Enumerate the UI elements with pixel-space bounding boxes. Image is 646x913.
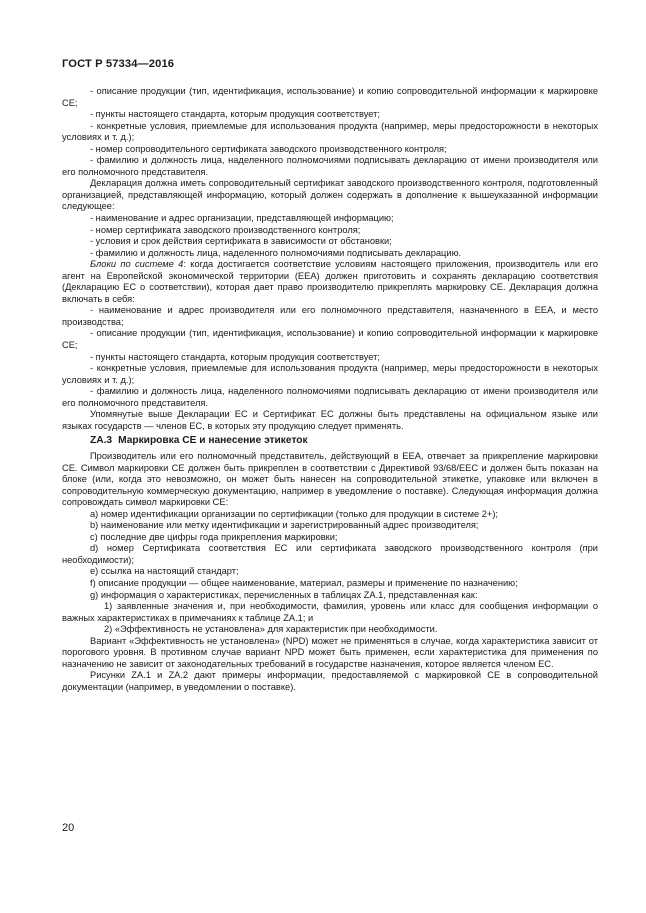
paragraph: - условия и срок действия сертификата в зависимости от обстановки;: [90, 236, 392, 247]
list-item: f) описание продукции — общее наименование, материал, размеры и применение по назначению;: [90, 577, 518, 588]
system4-text: : когда достигается соответствие условиям настоящего приложения, производитель или его агент на Европейской экономической территории (ЕЕА) должен приготовить и сохранять декларацию соответствия (Декларацию ЕС о соответствии), которая дает право производителю прикреплять маркировку CE. Декларация должна включать в себя:: [62, 259, 598, 304]
sub-list-item: 1) заявленные значения и, при необходимости, фамилия, уровень или класс для сообщения информации о важных характеристиках в примечаниях к таблице ZA.1; и: [62, 601, 598, 623]
list-item: g) информация о характеристиках, перечисленных в таблицах ZA.1, представленная как:: [90, 589, 478, 600]
paragraph: Вариант «Эффективность не установлена» (NPD) может не применяться в случае, когда характеристика зависит от порогового уровня. В противном случае вариант NPD может быть применен, если характеристика для применения по назначению не зависит от законодательных требований в государстве назначения, которое является членом ЕС.: [62, 635, 598, 669]
paragraph: - номер сопроводительного сертификата заводского производственного контроля;: [90, 143, 447, 154]
paragraph: - фамилию и должность лица, наделенного полномочиями подписывать декларацию.: [90, 247, 462, 258]
system4-lead: Блоки по системе 4: [90, 259, 184, 270]
section-title: Маркировка CE и нанесение этикеток: [118, 435, 308, 447]
list-item: a) номер идентификации организации по сертификации (только для продукции в системе 2+);: [90, 508, 499, 519]
paragraph: Упомянутые выше Декларации ЕС и Сертификат ЕС должны быть представлены на официальном языке или языках государств — членов ЕС, в которых эту продукцию следует применять.: [62, 409, 598, 431]
sub-list-item: 2) «Эффективность не установлена» для характеристик при необходимости.: [104, 624, 438, 635]
paragraph: Рисунки ZA.1 и ZA.2 дают примеры информации, предоставляемой с маркировкой CE в сопроводительной документации (например, в уведомлении о поставке).: [62, 670, 598, 692]
section-number: ZA.3: [90, 435, 113, 447]
system4-paragraph: [62, 259, 598, 305]
paragraph: - пункты настоящего стандарта, которым продукция соответствует;: [90, 351, 380, 362]
list-item: c) последние две цифры года прикрепления маркировки;: [90, 531, 338, 542]
paragraph: - фамилию и должность лица, наделенного полномочиями подписывать декларацию от имени производителя или его полномочного представителя.: [62, 155, 598, 177]
paragraph: - пункты настоящего стандарта, которым продукция соответствует;: [90, 109, 380, 120]
page-number: 20: [62, 822, 75, 834]
paragraph: Декларация должна иметь сопроводительный сертификат заводского производственного контроля, подготовленный организацией, представляющей информацию, который должен содержать в дополнение к вышеуказанной информации следующее:: [62, 178, 598, 212]
paragraph: Производитель или его полномочный представитель, действующий в ЕЕА, отвечает за прикрепление маркировки CE. Символ маркировки CE должен быть прикреплен в соответствии с Директивой 93/68/EEC и должен быть показан на блоке (или, когда это невозможно, он может быть нанесен на сопроводительной этикетке, упаковке или включен в сопроводительную коммерческую документацию, например в уведомление о поставке). Следующая информация должна сопровождать символ маркировки CE:: [62, 450, 598, 508]
list-item: b) наименование или метку идентификации и зарегистрированный адрес производителя;: [90, 520, 479, 531]
document-body: [62, 86, 598, 693]
paragraph: - описание продукции (тип, идентификация, использование) и копию сопроводительной информации к маркировке CE;: [62, 86, 598, 108]
paragraph: - наименование и адрес производителя или его полномочного представителя, назначенного в ЕЕА, и место производства;: [62, 305, 598, 327]
paragraph: - наименование и адрес организации, представляющей информацию;: [90, 213, 394, 224]
list-item: e) ссылка на настоящий стандарт;: [90, 566, 239, 577]
paragraph: - конкретные условия, приемлемые для использования продукта (например, меры предосторожности в некоторых условиях и т. д.);: [62, 363, 598, 385]
list-item: d) номер Сертификата соответствия ЕС или сертификата заводского производственного контроля (при необходимости);: [62, 543, 598, 565]
paragraph: - номер сертификата заводского производственного контроля;: [90, 224, 361, 235]
section-heading: [62, 435, 598, 447]
paragraph: - описание продукции (тип, идентификация, использование) и копию сопроводительной информации к маркировке CE;: [62, 328, 598, 351]
paragraph: - фамилию и должность лица, наделенного полномочиями подписывать декларацию от имени производителя или его полномочного представителя.: [62, 386, 598, 408]
paragraph: - конкретные условия, приемлемые для использования продукта (например, меры предосторожности в некоторых условиях и т. д.);: [62, 120, 598, 143]
standard-header: ГОСТ Р 57334—2016: [62, 58, 175, 70]
